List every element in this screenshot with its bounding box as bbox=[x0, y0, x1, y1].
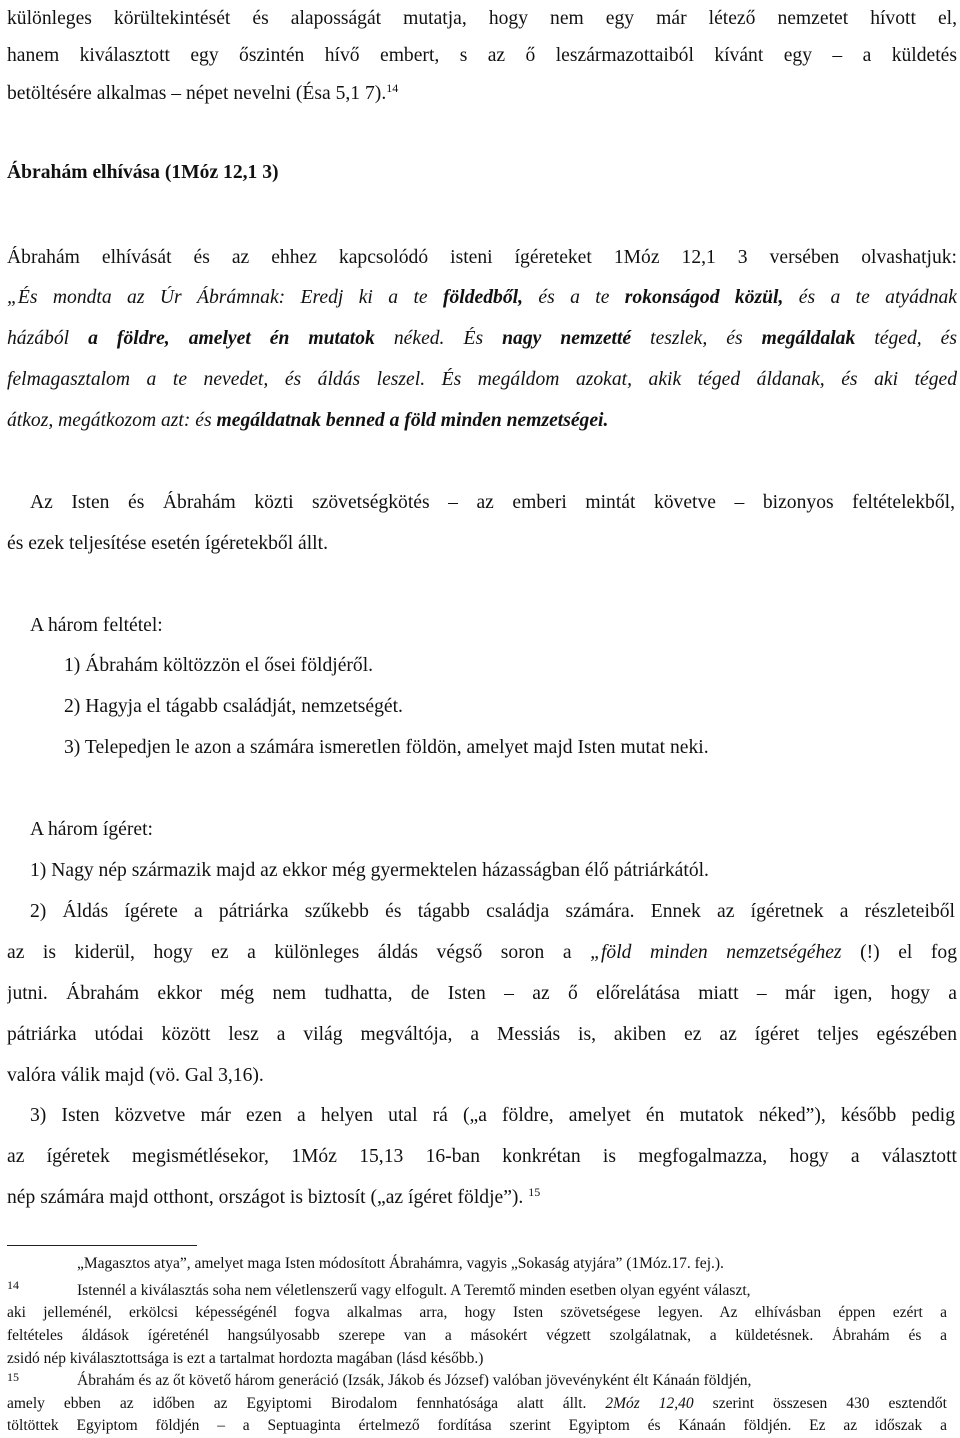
quote-line-1 bbox=[7, 286, 957, 310]
promise-2-line-1: 2) Áldás ígérete a pátriárka szűkebb és tágabb családja számára. Ennek az ígéretnek a részleteiből bbox=[30, 901, 955, 922]
footnote-separator bbox=[7, 1245, 197, 1246]
quote-text: És bbox=[463, 328, 503, 349]
footnote-14-line-5: zsidó nép kiválasztottsága is ezt a tartalmat hordozta magában (lásd később.) bbox=[7, 1350, 484, 1367]
quote-text: téged, és bbox=[855, 328, 957, 349]
footnote-14-line-3: aki jelleménél, erkölcsi képességénél fogva alkalmas arra, hogy Isten szövetségese legyen. Az elhívásban éppen ezért a bbox=[7, 1304, 947, 1321]
promise-2-line-3: jutni. Ábrahám ekkor még nem tudhatta, de Isten – az ő előrelátása miatt – már igen, hogy a bbox=[7, 983, 957, 1004]
promises-heading: A három ígéret: bbox=[30, 819, 153, 840]
conditions-heading: A három feltétel: bbox=[30, 615, 163, 636]
promise-text: (!) el fog bbox=[841, 942, 957, 963]
quote-text: házából bbox=[7, 328, 89, 349]
quote-text: és a te bbox=[522, 287, 625, 308]
promise-2-line-5: valóra válik majd (vö. Gal 3,16). bbox=[7, 1065, 264, 1086]
quote-text: teszlek, és bbox=[631, 328, 762, 349]
quote-line-4 bbox=[7, 409, 957, 433]
quote-emphasis: rokonságod közül, bbox=[624, 287, 784, 308]
promise-3-line-3 bbox=[7, 1186, 957, 1210]
promise-1: 1) Nagy nép származik majd az ekkor még gyermektelen házasságban élő pátriárkától. bbox=[30, 860, 709, 881]
quote-emphasis: földedből, bbox=[442, 287, 523, 308]
footnote-14-line-2: Istennél a kiválasztás soha nem véletlenszerű vagy elfogult. A Teremtő minden esetben olyan egyént választ, bbox=[77, 1282, 751, 1299]
footnote-text: szerint összesen 430 esztendőt bbox=[693, 1395, 947, 1412]
intro-line-2: hanem kiválasztott egy őszintén hívő embert, s az ő leszármazottaiból kívánt egy – a küldetés bbox=[7, 45, 957, 66]
quote-emphasis: megáldalak bbox=[761, 328, 856, 349]
footnote-15-number: 15 bbox=[7, 1370, 19, 1384]
quote-text: néked. bbox=[374, 328, 464, 349]
quote-line-3 bbox=[7, 368, 957, 392]
footnote-14-line-1: „Magasztos atya”, amelyet maga Isten módosított Ábrahámra, vagyis „Sokaság atyjára” (1Móz.17. fej.). bbox=[77, 1255, 724, 1272]
quote-text: És megáldom azokat, akik téged áldanak, és aki téged bbox=[425, 369, 957, 390]
quote-text: „És mondta az Úr Ábrámnak: Eredj ki a te bbox=[7, 287, 443, 308]
condition-item-1: 1) Ábrahám költözzön el ősei földjéről. bbox=[64, 655, 374, 676]
promise-quote: „föld minden nemzetségéhez bbox=[590, 942, 842, 963]
promise-text: az is kiderül, hogy ez a különleges áldás végső soron a bbox=[7, 942, 591, 963]
footnote-15-line-1: Ábrahám és az őt követő három generáció (Izsák, Jákob és József) valóban jövevényként élt Kánaán földjén, bbox=[77, 1372, 752, 1389]
footnote-text: amely ebben az időben az Egyiptomi Birodalom fennhatósága alatt állt. bbox=[7, 1395, 606, 1412]
promise-2-line-2 bbox=[7, 941, 957, 965]
footnote-14-number: 14 bbox=[7, 1278, 19, 1292]
footnote-reference: 2Móz 12,40 bbox=[605, 1395, 694, 1412]
footnote-15-line-2 bbox=[7, 1395, 947, 1413]
footnote-14-line-4: feltételes áldások ígéreténél hangsúlyosabb szerepe van a másokért végzett szolgálatnak, a küldetésnek. Ábrahám és a bbox=[7, 1327, 947, 1344]
quote-emphasis: nagy nemzetté bbox=[502, 328, 632, 349]
quote-emphasis: megáldatnak benned a föld minden nemzetségei. bbox=[216, 410, 609, 431]
intro-line-1: különleges körültekintését és alaposságát mutatja, hogy nem egy már létező nemzetet hívott el, bbox=[7, 8, 957, 29]
intro-line-3-text: betöltésére alkalmas – népet nevelni (Ésa 5,1 7). bbox=[7, 83, 387, 104]
footnote-15-line-3: töltöttek Egyiptom földjén – a Septuaginta értelmező fordítása szerint Egyiptom és Kánaán földjén. Ez az időszak a bbox=[7, 1417, 947, 1434]
quote-line-2 bbox=[7, 327, 957, 351]
promise-2-line-4: pátriárka utódai között lesz a világ megváltója, a Messiás is, akiben ez az ígéret teljes egészében bbox=[7, 1024, 957, 1045]
promise-3-line-2: az ígéretek megismétlésekor, 1Móz 15,13 16-ban konkrétan is megfogalmazza, hogy a választott bbox=[7, 1146, 957, 1167]
quote-text: és a te atyádnak bbox=[783, 287, 957, 308]
promise-3-line-1: 3) Isten közvetve már ezen a helyen utal rá („a földre, amelyet én mutatok néked”), később pedig bbox=[30, 1105, 955, 1126]
footnote-ref-14[interactable]: 14 bbox=[386, 81, 399, 95]
footnote-ref-15[interactable]: 15 bbox=[528, 1185, 541, 1199]
quote-emphasis: a földre, amelyet én mutatok bbox=[88, 328, 375, 349]
section-title: Ábrahám elhívása (1Móz 12,1 3) bbox=[7, 162, 279, 183]
covenant-line-1: Az Isten és Ábrahám közti szövetségkötés – az emberi mintát követve – bizonyos feltételekből, bbox=[30, 492, 955, 513]
condition-item-2: 2) Hagyja el tágabb családját, nemzetségét. bbox=[64, 696, 403, 717]
covenant-line-2: és ezek teljesítése esetén ígéretekből állt. bbox=[7, 533, 328, 554]
intro-line-3 bbox=[7, 82, 957, 106]
quote-text: felmagasztalom a te nevedet, és áldás leszel. bbox=[7, 369, 426, 390]
promise-text: nép számára majd otthont, országot is biztosít („az ígéret földje”). bbox=[7, 1187, 524, 1208]
lead-paragraph: Ábrahám elhívását és az ehhez kapcsolódó isteni ígéreteket 1Móz 12,1 3 versében olvashatjuk: bbox=[7, 247, 957, 268]
condition-item-3: 3) Telepedjen le azon a számára ismeretlen földön, amelyet majd Isten mutat neki. bbox=[64, 737, 709, 758]
quote-text: átkoz, megátkozom azt: és bbox=[7, 410, 217, 431]
